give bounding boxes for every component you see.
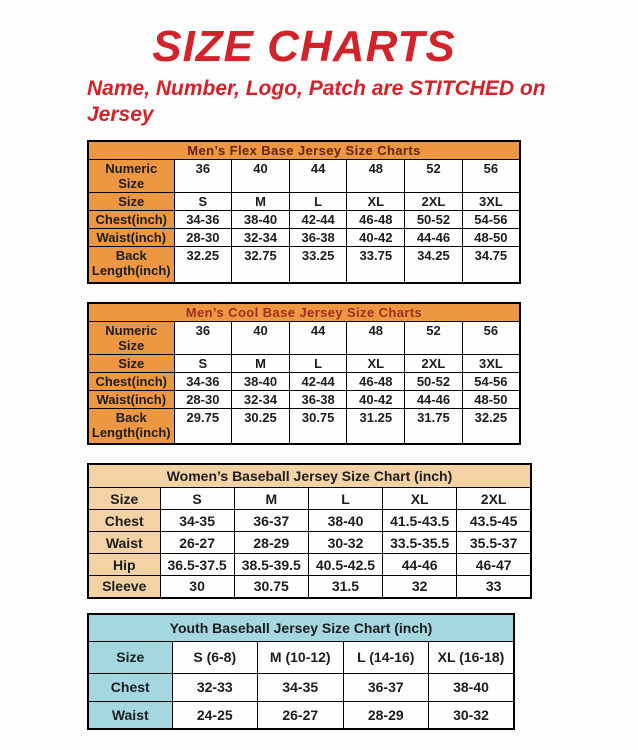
size-value-cell: 30-32 bbox=[429, 701, 515, 729]
size-value-cell: 34.25 bbox=[405, 247, 463, 283]
size-value-cell: L (14-16) bbox=[343, 641, 429, 673]
size-value-cell: XL bbox=[347, 193, 405, 211]
size-value-cell: 42-44 bbox=[289, 211, 347, 229]
table-mens-cool-base bbox=[87, 302, 638, 446]
table-row-sleeve bbox=[88, 576, 531, 598]
table-row-numeric-size bbox=[88, 321, 520, 354]
row-label: Chest bbox=[88, 673, 172, 701]
table-title: Women’s Baseball Jersey Size Chart (inch) bbox=[88, 464, 531, 488]
size-value-cell: 36 bbox=[174, 160, 232, 193]
table-title-row bbox=[88, 614, 514, 642]
table-row-numeric-size bbox=[88, 160, 520, 193]
size-value-cell: 34-35 bbox=[160, 510, 234, 532]
table-row-hip bbox=[88, 554, 531, 576]
size-value-cell: S (6-8) bbox=[172, 641, 258, 673]
table-mens-flex-base bbox=[87, 140, 638, 284]
table-youth-baseball bbox=[87, 613, 638, 731]
size-value-cell: M bbox=[234, 488, 308, 510]
size-value-cell: 32-33 bbox=[172, 673, 258, 701]
table-row-waist bbox=[88, 532, 531, 554]
table-row-size bbox=[88, 488, 531, 510]
size-value-cell: M bbox=[232, 193, 290, 211]
size-value-cell: 28-30 bbox=[174, 390, 232, 408]
size-value-cell: 32.25 bbox=[462, 408, 520, 444]
size-value-cell: S bbox=[174, 354, 232, 372]
size-value-cell: XL (16-18) bbox=[429, 641, 515, 673]
size-value-cell: 34-35 bbox=[258, 673, 344, 701]
size-value-cell: 32 bbox=[383, 576, 457, 598]
row-label: Hip bbox=[88, 554, 160, 576]
size-value-cell: 33.5-35.5 bbox=[383, 532, 457, 554]
page-subtitle: Name, Number, Logo, Patch are STITCHED on Jersey bbox=[87, 77, 546, 126]
size-value-cell: 43.5-45 bbox=[457, 510, 531, 532]
size-value-cell: M (10-12) bbox=[258, 641, 344, 673]
size-value-cell: 54-56 bbox=[462, 372, 520, 390]
mens-flex-base-grid bbox=[87, 140, 521, 284]
size-value-cell: 52 bbox=[405, 160, 463, 193]
size-value-cell: 32.25 bbox=[174, 247, 232, 283]
size-value-cell: XL bbox=[383, 488, 457, 510]
size-value-cell: 34-36 bbox=[174, 372, 232, 390]
size-value-cell: 52 bbox=[405, 321, 463, 354]
table-row-chest-inch- bbox=[88, 372, 520, 390]
row-label: Chest(inch) bbox=[88, 372, 174, 390]
size-value-cell: 33.25 bbox=[289, 247, 347, 283]
size-value-cell: 34-36 bbox=[174, 211, 232, 229]
row-label: Waist(inch) bbox=[88, 390, 174, 408]
size-value-cell: 40-42 bbox=[347, 229, 405, 247]
table-row-waist-inch- bbox=[88, 390, 520, 408]
size-value-cell: 30.75 bbox=[289, 408, 347, 444]
size-value-cell: 28-29 bbox=[343, 701, 429, 729]
size-value-cell: XL bbox=[347, 354, 405, 372]
row-label: Numeric Size bbox=[88, 160, 174, 193]
size-value-cell: 31.25 bbox=[347, 408, 405, 444]
size-value-cell: 41.5-43.5 bbox=[383, 510, 457, 532]
womens-baseball-grid bbox=[87, 463, 532, 599]
size-value-cell: 34.75 bbox=[462, 247, 520, 283]
size-value-cell: 40 bbox=[232, 321, 290, 354]
table-row-back-length-inch- bbox=[88, 247, 520, 283]
table-row-chest-inch- bbox=[88, 211, 520, 229]
size-value-cell: 50-52 bbox=[405, 372, 463, 390]
row-label: Size bbox=[88, 193, 174, 211]
row-label: Waist bbox=[88, 532, 160, 554]
size-value-cell: M bbox=[232, 354, 290, 372]
size-value-cell: 28-30 bbox=[174, 229, 232, 247]
size-value-cell: 48-50 bbox=[462, 229, 520, 247]
table-row-size bbox=[88, 641, 514, 673]
size-value-cell: 36 bbox=[174, 321, 232, 354]
table-title: Men’s Flex Base Jersey Size Charts bbox=[88, 141, 520, 160]
row-label: Back Length(inch) bbox=[88, 247, 174, 283]
size-value-cell: 56 bbox=[462, 160, 520, 193]
table-title-row bbox=[88, 141, 520, 160]
size-value-cell: 2XL bbox=[405, 354, 463, 372]
table-row-size bbox=[88, 354, 520, 372]
size-value-cell: L bbox=[308, 488, 382, 510]
size-value-cell: 24-25 bbox=[172, 701, 258, 729]
size-value-cell: 48-50 bbox=[462, 390, 520, 408]
size-value-cell: 33 bbox=[457, 576, 531, 598]
table-row-back-length-inch- bbox=[88, 408, 520, 444]
size-value-cell: 46-48 bbox=[347, 372, 405, 390]
size-value-cell: 54-56 bbox=[462, 211, 520, 229]
size-value-cell: 30-32 bbox=[308, 532, 382, 554]
size-value-cell: 3XL bbox=[462, 354, 520, 372]
size-value-cell: 36-38 bbox=[289, 229, 347, 247]
size-value-cell: 26-27 bbox=[160, 532, 234, 554]
youth-baseball-grid bbox=[87, 613, 515, 731]
table-row-size bbox=[88, 193, 520, 211]
size-value-cell: 2XL bbox=[457, 488, 531, 510]
size-value-cell: 2XL bbox=[405, 193, 463, 211]
size-value-cell: 44 bbox=[289, 321, 347, 354]
size-value-cell: 40 bbox=[232, 160, 290, 193]
size-value-cell: 46-48 bbox=[347, 211, 405, 229]
row-label: Back Length(inch) bbox=[88, 408, 174, 444]
row-label: Size bbox=[88, 354, 174, 372]
size-value-cell: 26-27 bbox=[258, 701, 344, 729]
size-value-cell: 42-44 bbox=[289, 372, 347, 390]
table-womens-baseball bbox=[87, 463, 638, 599]
size-value-cell: 30.75 bbox=[234, 576, 308, 598]
row-label: Numeric Size bbox=[88, 321, 174, 354]
size-value-cell: 32-34 bbox=[232, 229, 290, 247]
row-label: Waist bbox=[88, 701, 172, 729]
size-value-cell: 44-46 bbox=[383, 554, 457, 576]
row-label: Chest(inch) bbox=[88, 211, 174, 229]
size-value-cell: 32.75 bbox=[232, 247, 290, 283]
row-label: Chest bbox=[88, 510, 160, 532]
size-value-cell: 3XL bbox=[462, 193, 520, 211]
row-label: Size bbox=[88, 488, 160, 510]
table-title-row bbox=[88, 303, 520, 322]
size-value-cell: 44-46 bbox=[405, 229, 463, 247]
size-value-cell: S bbox=[174, 193, 232, 211]
table-title-row bbox=[88, 464, 531, 488]
size-value-cell: 32-34 bbox=[232, 390, 290, 408]
size-value-cell: 30.25 bbox=[232, 408, 290, 444]
size-value-cell: 29.75 bbox=[174, 408, 232, 444]
size-value-cell: S bbox=[160, 488, 234, 510]
size-value-cell: 35.5-37 bbox=[457, 532, 531, 554]
size-value-cell: 38-40 bbox=[429, 673, 515, 701]
row-label: Waist(inch) bbox=[88, 229, 174, 247]
size-value-cell: 46-47 bbox=[457, 554, 531, 576]
size-value-cell: 50-52 bbox=[405, 211, 463, 229]
size-value-cell: 38-40 bbox=[308, 510, 382, 532]
size-value-cell: 30 bbox=[160, 576, 234, 598]
size-value-cell: 40.5-42.5 bbox=[308, 554, 382, 576]
row-label: Sleeve bbox=[88, 576, 160, 598]
size-value-cell: 56 bbox=[462, 321, 520, 354]
row-label: Size bbox=[88, 641, 172, 673]
mens-cool-base-grid bbox=[87, 302, 521, 446]
size-value-cell: 28-29 bbox=[234, 532, 308, 554]
size-value-cell: L bbox=[289, 193, 347, 211]
size-value-cell: 38.5-39.5 bbox=[234, 554, 308, 576]
size-value-cell: 40-42 bbox=[347, 390, 405, 408]
size-value-cell: 48 bbox=[347, 321, 405, 354]
size-value-cell: 38-40 bbox=[232, 211, 290, 229]
size-value-cell: 33.75 bbox=[347, 247, 405, 283]
table-row-waist bbox=[88, 701, 514, 729]
size-value-cell: 44 bbox=[289, 160, 347, 193]
table-title: Youth Baseball Jersey Size Chart (inch) bbox=[88, 614, 514, 642]
table-row-chest bbox=[88, 673, 514, 701]
table-row-waist-inch- bbox=[88, 229, 520, 247]
size-value-cell: 31.75 bbox=[405, 408, 463, 444]
page-title: SIZE CHARTS bbox=[152, 22, 456, 71]
table-title: Men’s Cool Base Jersey Size Charts bbox=[88, 303, 520, 322]
size-value-cell: 36-37 bbox=[343, 673, 429, 701]
size-value-cell: 38-40 bbox=[232, 372, 290, 390]
size-value-cell: 44-46 bbox=[405, 390, 463, 408]
size-value-cell: 36.5-37.5 bbox=[160, 554, 234, 576]
size-value-cell: 36-37 bbox=[234, 510, 308, 532]
size-value-cell: 48 bbox=[347, 160, 405, 193]
tables-container bbox=[0, 140, 638, 730]
size-value-cell: 31.5 bbox=[308, 576, 382, 598]
size-value-cell: 36-38 bbox=[289, 390, 347, 408]
size-value-cell: L bbox=[289, 354, 347, 372]
table-row-chest bbox=[88, 510, 531, 532]
